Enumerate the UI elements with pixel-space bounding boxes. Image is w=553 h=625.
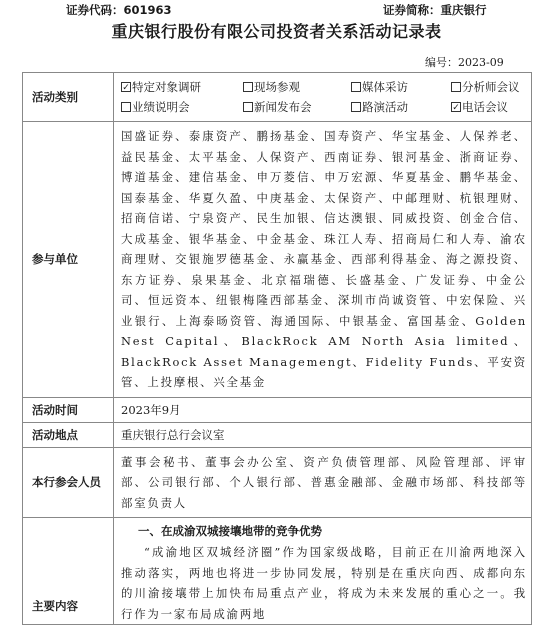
attendees-label: 本行参会人员	[23, 447, 114, 518]
option-label: 新闻发布会	[254, 100, 312, 114]
checkbox-icon[interactable]	[351, 82, 361, 92]
stock-name: 证券简称：重庆银行	[383, 3, 487, 17]
option-label: 业绩说明会	[132, 100, 190, 114]
option-label: 特定对象调研	[132, 80, 201, 94]
option-analyst-meeting[interactable]	[451, 79, 553, 95]
page-title: 重庆银行股份有限公司投资者关系活动记录表	[111, 22, 442, 41]
activity-location-value: 重庆银行总行会议室	[121, 427, 225, 442]
activity-time-cell	[114, 397, 532, 422]
checkbox-icon[interactable]: ✓	[122, 83, 130, 93]
record-table	[22, 72, 532, 625]
participants-cell	[114, 122, 532, 398]
activity-time-row	[23, 397, 532, 422]
participants-label: 参与单位	[23, 122, 114, 398]
attendees-row	[23, 447, 532, 518]
participants-row	[23, 122, 532, 398]
document-number: 编号：2023-09	[425, 56, 504, 69]
activity-location-cell	[114, 422, 532, 447]
option-conference-call[interactable]	[451, 99, 553, 115]
activity-time-label: 活动时间	[23, 397, 114, 422]
activity-type-label: 活动类别	[23, 73, 114, 122]
attendees-text: 董事会秘书、董事会办公室、资产负债管理部、风险管理部、评审部、公司银行部、个人银行部、普惠金融部、金融市场部、科技部等部室负责人	[121, 454, 527, 510]
activity-location-row	[23, 422, 532, 447]
option-roadshow[interactable]	[351, 99, 451, 115]
activity-type-row	[23, 73, 532, 122]
main-content-label: 主要内容	[23, 518, 114, 625]
option-label: 媒体采访	[362, 80, 408, 94]
option-media-interview[interactable]	[351, 79, 451, 95]
activity-location-label: 活动地点	[23, 422, 114, 447]
option-label: 分析师会议	[462, 80, 520, 94]
option-label: 现场参观	[254, 80, 300, 94]
section-body: “成渝地区双城经济圈”作为国家级战略，目前正在川渝两地深入推动落实，两地也将进一步协同发展，特别是在重庆向西、成都向东的川渝接壤带上加快布局重点产业，将成为未来发展的重心之一。我行作为一家布局成渝两地	[121, 545, 527, 621]
option-label: 路演活动	[362, 100, 408, 114]
checkbox-icon[interactable]	[351, 102, 361, 112]
checkbox-icon[interactable]	[243, 82, 253, 92]
option-specific-research[interactable]	[121, 79, 243, 95]
section-heading: 一、在成渝双城接壤地带的竞争优势	[138, 524, 322, 538]
attendees-cell	[114, 447, 532, 518]
activity-type-options	[114, 73, 532, 122]
option-label: 电话会议	[462, 100, 508, 114]
checkbox-icon[interactable]	[121, 102, 131, 112]
main-content-cell	[114, 518, 532, 625]
checkbox-icon[interactable]	[243, 102, 253, 112]
option-earnings-call[interactable]	[121, 99, 243, 115]
participants-text: 国盛证券、泰康资产、鹏扬基金、国寿资产、华宝基金、人保养老、益民基金、太平基金、人保资产、西南证券、银河基金、浙商证券、博道基金、建信基金、申万菱信、申万宏源、华夏基金、鹏华基金、国泰基金、华夏久盈、中庚基金、太保资产、中邮理财、杭银理财、招商信诺、宁泉资产、民生加银、信达澳银、同威投资、创金合信、大成基金、银华基金、中金基金、珠江人寿、招商局仁和人寿、渝农商理财、交银施罗德基金、永赢基金、西部利得基金、海之源投资、东方证券、泉果基金、北京福瑞德、长盛基金、广发证券、中金公司、恒远资本、纽银梅隆西部基金、深圳市尚诚资管、中宏保险、兴业银行、上海泰旸资管、海通国际、中银基金、富国基金、Golden Nest Capital、BlackRock AM North Asia limited、BlackRock Asset Managemengt、Fidelity Funds、平安资管、上投摩根、兴全基金	[121, 129, 527, 389]
checkbox-icon[interactable]	[451, 82, 461, 92]
main-content-row	[23, 518, 532, 625]
option-press-conference[interactable]	[243, 99, 351, 115]
stock-code: 证券代码：601963	[66, 3, 172, 17]
option-site-visit[interactable]	[243, 79, 351, 95]
activity-time-value: 2023年9月	[121, 402, 181, 417]
checkbox-icon[interactable]: ✓	[452, 103, 460, 113]
